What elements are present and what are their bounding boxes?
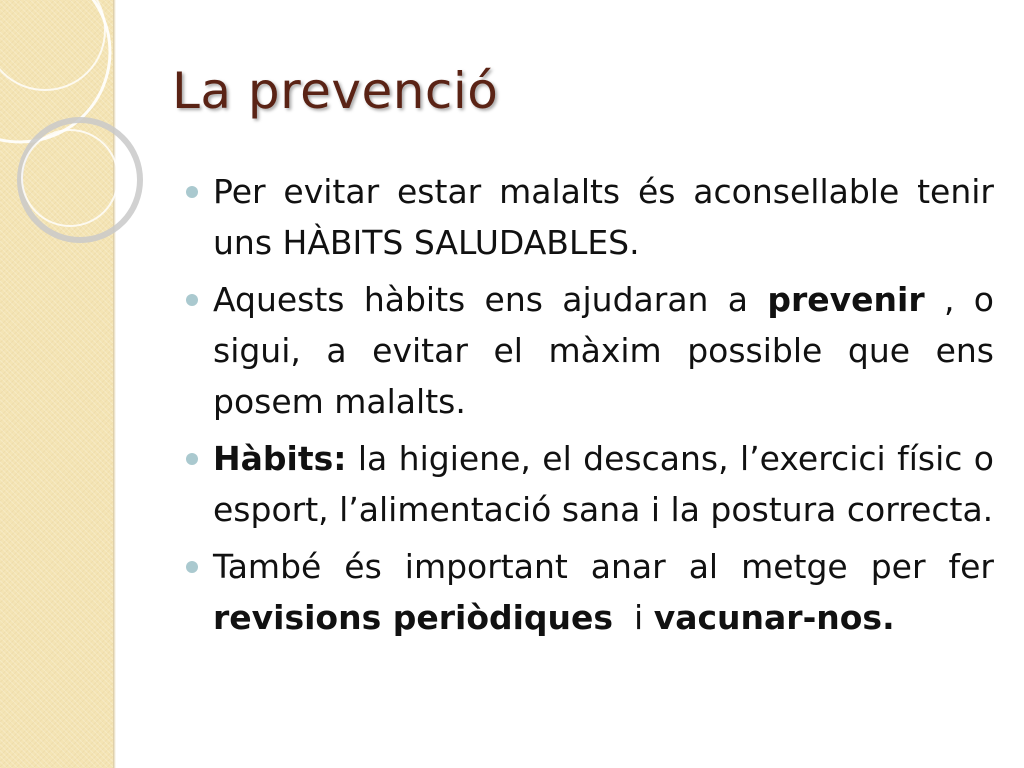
bullet-text-bold: Hàbits:	[213, 439, 347, 478]
bullet-item-prevent	[182, 274, 994, 427]
bullet-text: la higiene, el descans, l’exercici físic o esport, l’alimentació sana i la postura correcta.	[213, 439, 994, 529]
slide-title: La prevenció	[172, 62, 499, 120]
bullet-text-bold: vacunar-nos.	[653, 598, 895, 637]
bullet-text: Per evitar estar malalts és aconsellable tenir uns HÀBITS SALUDABLES.	[213, 172, 994, 262]
ring-inner-top	[0, 0, 105, 90]
bullet-icon	[186, 453, 198, 465]
bullet-list	[182, 166, 994, 643]
bullet-text: i	[613, 598, 654, 637]
bullet-text: Aquests hàbits ens ajudaran a	[213, 280, 768, 319]
bullet-text: També és important anar al metge per fer	[213, 547, 994, 586]
bullet-item-habits	[182, 433, 994, 535]
bullet-item-doctor	[182, 541, 994, 643]
ring-lower	[20, 120, 140, 240]
decorative-rings	[0, 0, 150, 260]
bullet-text-bold: revisions periòdiques	[213, 598, 614, 637]
bullet-icon	[186, 561, 198, 573]
bullet-item-healthy-habits	[182, 166, 994, 268]
bullet-text-bold: prevenir	[767, 280, 925, 319]
bullet-icon	[186, 186, 198, 198]
bullet-text: , o sigui, a evitar el màxim possible que ens posem malalts.	[213, 280, 994, 421]
ring-lower-inner	[22, 130, 118, 226]
bullet-icon	[186, 294, 198, 306]
bullet-list-container	[182, 166, 994, 649]
